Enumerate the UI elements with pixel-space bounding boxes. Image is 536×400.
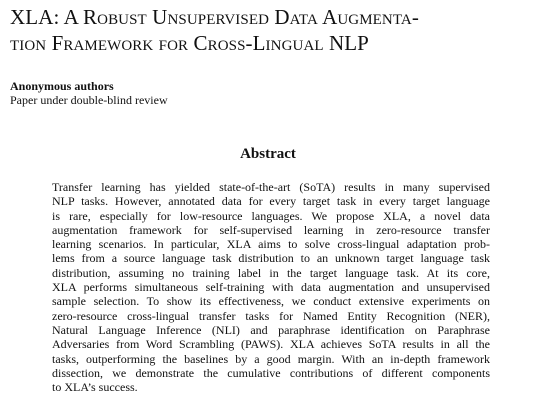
author-block <box>10 79 168 107</box>
abstract-line: tasks, outperforming the baselines by a good margin. With an in-depth framework <box>52 351 490 366</box>
abstract-heading: Abstract <box>240 146 296 162</box>
abstract-line: distribution, assuming no training label in the target language task. At its core, <box>52 265 490 280</box>
abstract-line: augmentation framework for self-supervised learning in zero-resource transfer <box>52 222 490 237</box>
abstract-line: learning scenarios. In particular, XLA aims to solve cross-lingual adaptation prob- <box>52 237 490 252</box>
abstract-line: sample selection. To show its effectiveness, we conduct extensive experiments on <box>52 294 490 309</box>
paper-title-line-1: XLA: A Robust Unsupervised Data Augmenta- <box>10 5 419 29</box>
abstract-line: Transfer learning has yielded state-of-the-art (SoTA) results in many supervised <box>52 180 490 194</box>
abstract-line: Adversaries from Word Scrambling (PAWS). XLA achieves SoTA results in all the <box>52 337 490 352</box>
abstract-line: Natural Language Inference (NLI) and paraphrase identification on Paraphrase <box>52 322 490 337</box>
abstract-line: to XLA’s success. <box>52 380 138 395</box>
abstract-line: lems from a source language task distribution to an unknown target language task <box>52 251 490 266</box>
abstract-line: is rare, especially for low-resource languages. We propose XLA, a novel data <box>52 208 490 223</box>
abstract-body <box>52 180 490 394</box>
abstract-line: XLA performs simultaneous self-training with data augmentation and unsupervised <box>52 280 490 295</box>
abstract-line: zero-resource cross-lingual transfer tasks for Named Entity Recognition (NER), <box>52 308 490 323</box>
abstract-line: dissection, we demonstrate the cumulative contributions of different components <box>52 365 490 380</box>
paper-title <box>10 4 530 56</box>
author-name: Anonymous authors <box>10 79 114 93</box>
abstract-line: NLP tasks. However, annotated data for every target task in every target language <box>52 194 490 209</box>
review-note: Paper under double-blind review <box>10 93 168 107</box>
paper-title-line-2: tion Framework for Cross-Lingual NLP <box>10 31 369 55</box>
